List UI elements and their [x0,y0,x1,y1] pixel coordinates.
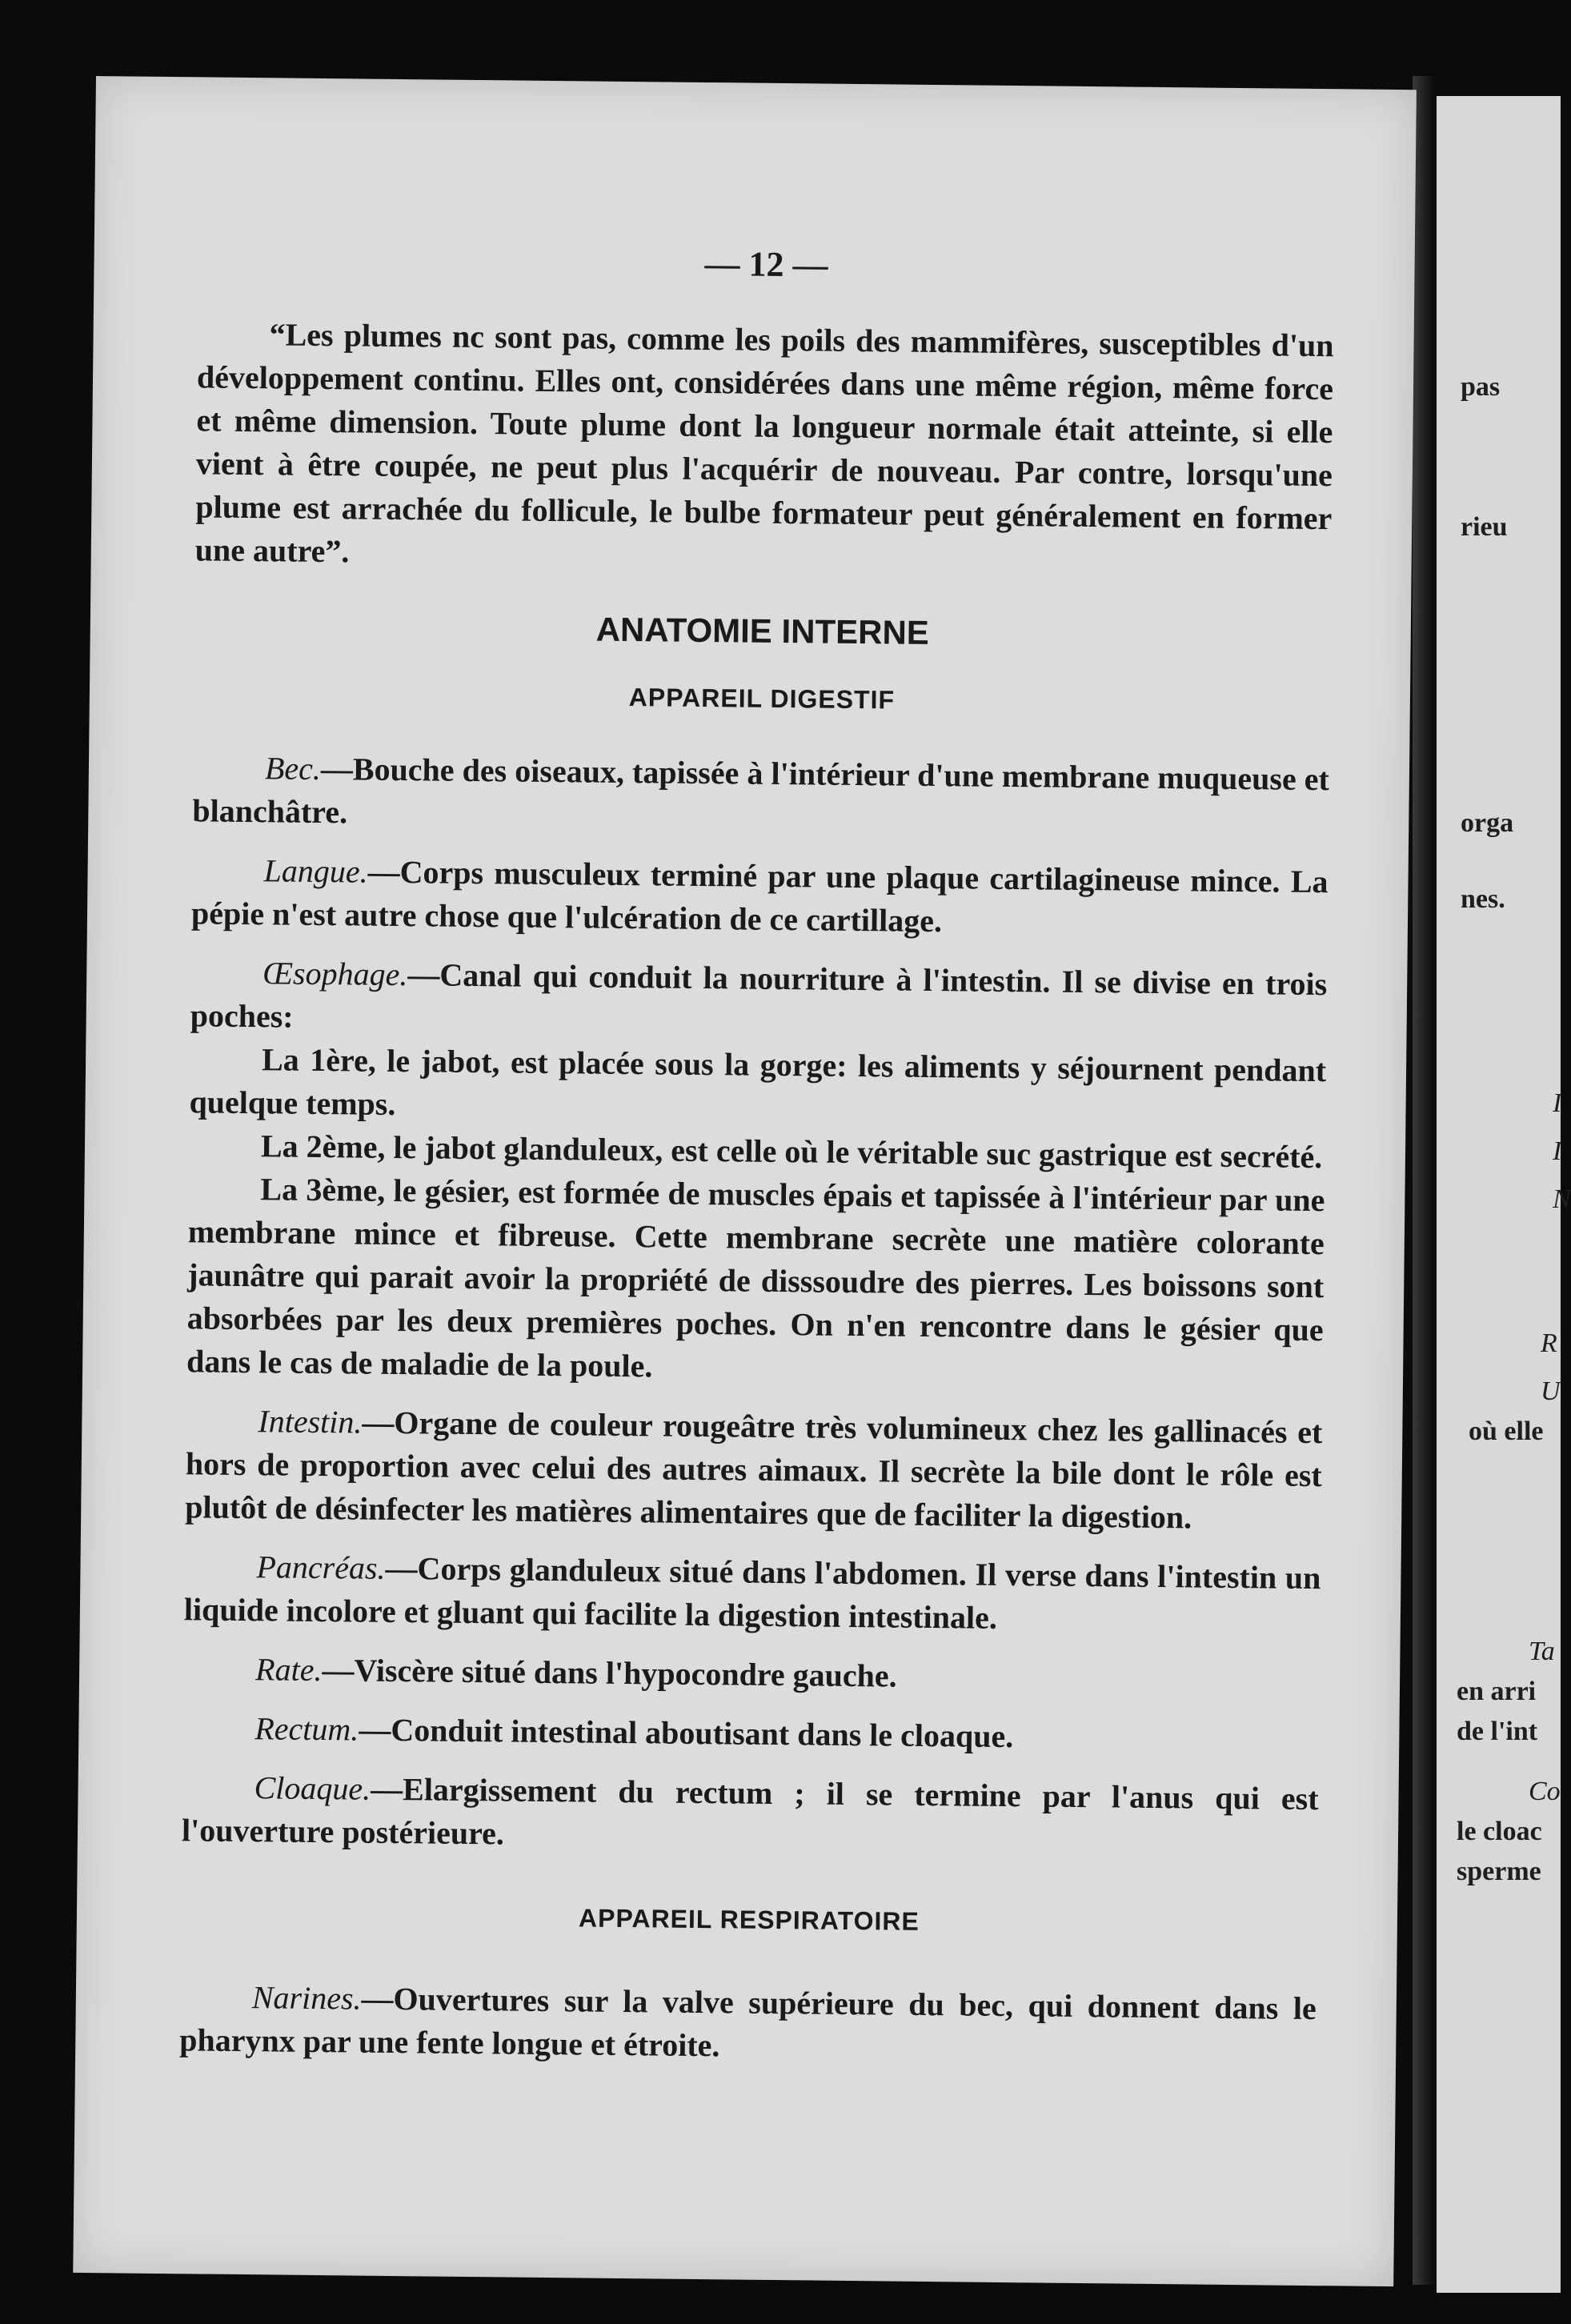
quote-paragraph: “Les plumes nc sont pas, comme les poils des mammifères, susceptibles d'un développement continu. Elles ont, considérées dans une même région, même force et même dimension. Toute plume dont la longueur normale était atteinte, si elle vient à être coupée, ne peut plus l'acquérir de nouveau. Par contre, lorsqu'une plume est arrachée du follicule, le bulbe formateur peut généralement en former une autre”. [194,316,1334,570]
page-content [179,237,1335,2074]
book-page [73,76,1417,2286]
entry-bec [192,746,1329,844]
fragment: sperme [1457,1857,1541,1886]
entry-narines [179,1975,1317,2074]
definition: —Organe de couleur rougeâtre très volumineux chez les gallinacés et hors de proportion avec celui des autres aimaux. Il secrète la bile dont le rôle est plutôt de désinfecter les matières alimentaires que de faciliter la digestion. [185,1404,1323,1536]
definition: —Viscère situé dans l'hypocondre gauche. [322,1652,897,1694]
heading-anatomie-interne: ANATOMIE INTERNE [595,610,930,651]
fragment: où elle [1469,1416,1544,1446]
poche-1: La 1ère, le jabot, est placée sous la gorge: les aliments y séjournent pendant quelque temps. [189,1041,1327,1122]
fragment: Co [1529,1777,1561,1806]
definition: —Bouche des oiseaux, tapissée à l'intérieur d'une membrane muqueuse et blanchâtre. [192,750,1330,831]
term: Intestin. [258,1403,363,1440]
fragment: pas [1461,372,1501,402]
fragment: en arri [1457,1677,1537,1706]
term: Langue. [263,852,368,890]
fragment: Ta [1529,1637,1555,1666]
fragment: rieu [1461,512,1508,542]
definition: —Canal qui conduit la nourriture à l'intestin. Il se divise en trois poches: [190,956,1328,1035]
poche-2: La 2ème, le jabot glanduleux, est celle où le véritable suc gastrique est secrété. [260,1128,1323,1176]
term: Bec. [264,750,322,787]
adjacent-page [1437,96,1571,2293]
term: Narines. [251,1979,362,2017]
definition: —Corps musculeux terminé par une plaque cartilagineuse mince. La pépie n'est autre chose que l'ulcération de ce cartillage. [190,853,1329,940]
fragment: orga [1461,808,1514,838]
term: Œsophage. [263,955,408,993]
term: Rate. [254,1651,323,1689]
definition: —Conduit intestinal aboutisant dans le cloaque. [359,1711,1014,1755]
fragment: de l'int [1457,1717,1538,1746]
poche-3: La 3ème, le gésier, est formée de muscles épais et tapissée à l'intérieur par une membrane mince et fibreuse. Cette membrane secrète une matière colorante jaunâtre qui parait avoir la propriété de disssoudre des pierres. Les boissons sont absorbées par les deux premières poches. On n'en rencontre dans le gésier que dans le cas de maladie de la poule. [186,1171,1325,1384]
entry-cloaque [182,1765,1319,1864]
fragment: le cloac [1457,1817,1542,1846]
entry-oesophage [190,951,1327,1049]
fragment: I [1553,1136,1562,1166]
fragment: N [1553,1184,1571,1214]
term: Cloaque. [254,1769,371,1807]
term: Rectum. [254,1710,359,1748]
entry-rate [183,1647,1320,1702]
term: Pancréas. [256,1549,386,1586]
fragment: nes. [1461,884,1505,914]
book-spine [1413,76,1435,2285]
heading-appareil-respiratoire: APPAREIL RESPIRATOIRE [578,1903,920,1936]
definition: —Elargissement du rectum ; il se termine par l'anus qui est l'ouverture postérieure. [181,1770,1319,1852]
entry-intestin [185,1399,1323,1541]
definition: —Ouvertures sur la valve supérieure du bec, qui donnent dans le pharynx par une fente longue et étroite. [179,1980,1317,2064]
page-number: — 12 — [704,243,828,285]
entry-langue [191,848,1329,947]
entry-rectum [182,1706,1319,1761]
fragment: U [1541,1376,1561,1406]
fragment: I [1553,1088,1562,1118]
heading-appareil-digestif: APPAREIL DIGESTIF [628,683,896,715]
entry-pancreas [184,1545,1321,1643]
fragment: R [1541,1328,1557,1358]
definition: —Corps glanduleux situé dans l'abdomen. Il verse dans l'intestin un liquide incolore et gluant qui facilite la digestion intestinale. [183,1549,1321,1636]
